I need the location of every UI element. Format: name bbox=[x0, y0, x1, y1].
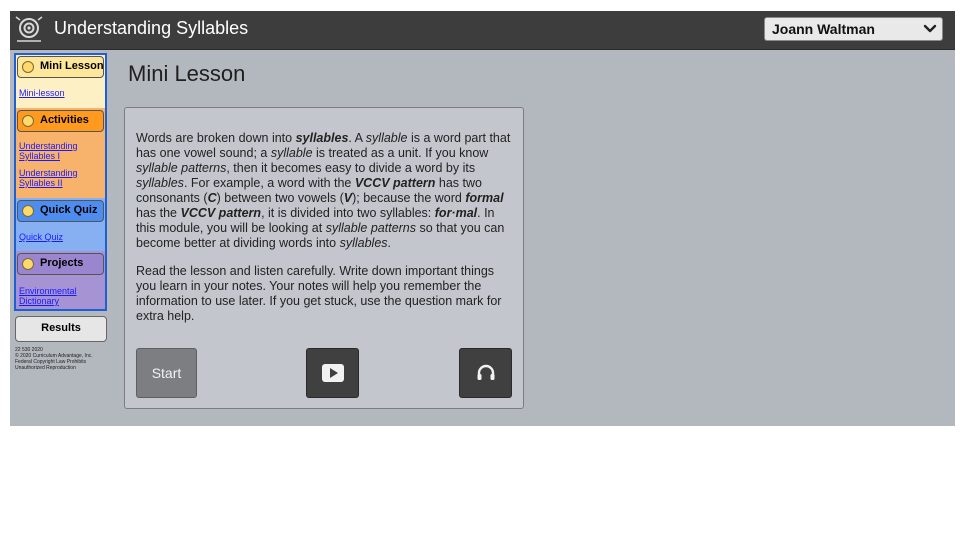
headphones-icon bbox=[474, 362, 498, 384]
page-title: Mini Lesson bbox=[128, 61, 246, 86]
top-bar bbox=[10, 11, 955, 50]
results-button[interactable] bbox=[15, 316, 107, 342]
logo-icon bbox=[13, 13, 45, 45]
copyright-line: 22 530 2020 bbox=[15, 347, 43, 353]
bullet-icon bbox=[22, 115, 34, 127]
sidebar-link-understanding-syllables-1[interactable]: Understanding Syllables I bbox=[19, 141, 78, 161]
bullet-icon bbox=[22, 258, 34, 270]
user-name: Joann Waltman bbox=[772, 21, 875, 37]
sidebar-header-mini-lesson[interactable] bbox=[17, 56, 104, 78]
app-window bbox=[10, 11, 955, 426]
sidebar-section-quick-quiz bbox=[16, 198, 105, 251]
sidebar-header-label: Quick Quiz bbox=[40, 204, 98, 216]
bullet-icon bbox=[22, 205, 34, 217]
app-title: Understanding Syllables bbox=[54, 18, 249, 38]
sidebar-section-mini-lesson bbox=[16, 55, 105, 108]
sidebar-header-activities[interactable] bbox=[17, 110, 104, 132]
sidebar-nav bbox=[14, 53, 107, 311]
lesson-text bbox=[136, 131, 514, 337]
sidebar-header-quick-quiz[interactable] bbox=[17, 200, 104, 222]
copyright-line: Unauthorized Reproduction bbox=[15, 365, 76, 371]
lesson-paragraph-2: Read the lesson and listen carefully. Write down important things you learn in your notes. Your notes will help you remember the information to use later. If you get stuck, use the question mark for extra help. bbox=[136, 264, 502, 323]
sidebar-section-activities bbox=[16, 108, 105, 198]
copyright-notice bbox=[15, 347, 115, 371]
copyright-line: Federal Copyright Law Prohibits bbox=[15, 359, 87, 365]
bullet-icon bbox=[22, 61, 34, 73]
lesson-paragraph-1: Words are broken down into syllables. A syllable is a word part that has one vowel sound; a syllable is treated as a unit. If you know syllable patterns, then it becomes easy to divide a word by its syllables. For example, a word with the VCCV pattern has two consonants (C) between two vowels (V); because the word formal has the VCCV pattern, it is divided into two syllables: for·mal. In this module, you will be looking at syllable patterns so that you can become better at dividing words into syllables. bbox=[136, 131, 511, 250]
sidebar-link-understanding-syllables-2[interactable]: Understanding Syllables II bbox=[19, 168, 78, 188]
sidebar-header-projects[interactable] bbox=[17, 253, 104, 275]
play-icon bbox=[321, 362, 345, 384]
results-label: Results bbox=[41, 322, 81, 334]
lesson-panel bbox=[124, 107, 524, 409]
video-button[interactable] bbox=[306, 348, 359, 398]
sidebar-header-label: Activities bbox=[40, 114, 89, 126]
user-select[interactable] bbox=[764, 17, 943, 41]
sidebar-link-mini-lesson[interactable]: Mini-lesson bbox=[19, 88, 65, 98]
copyright-line: © 2020 Curriculum Advantage, Inc. bbox=[15, 353, 93, 359]
start-button[interactable] bbox=[136, 348, 197, 398]
sidebar-header-label: Mini Lesson bbox=[40, 60, 104, 72]
sidebar-header-label: Projects bbox=[40, 257, 84, 269]
chevron-down-icon bbox=[923, 23, 937, 35]
sidebar-link-quick-quiz[interactable]: Quick Quiz bbox=[19, 232, 64, 242]
audio-button[interactable] bbox=[459, 348, 512, 398]
sidebar-section-projects bbox=[16, 251, 105, 309]
start-label: Start bbox=[151, 365, 182, 381]
sidebar-link-environmental-dictionary[interactable]: Environmental Dictionary bbox=[19, 286, 77, 306]
